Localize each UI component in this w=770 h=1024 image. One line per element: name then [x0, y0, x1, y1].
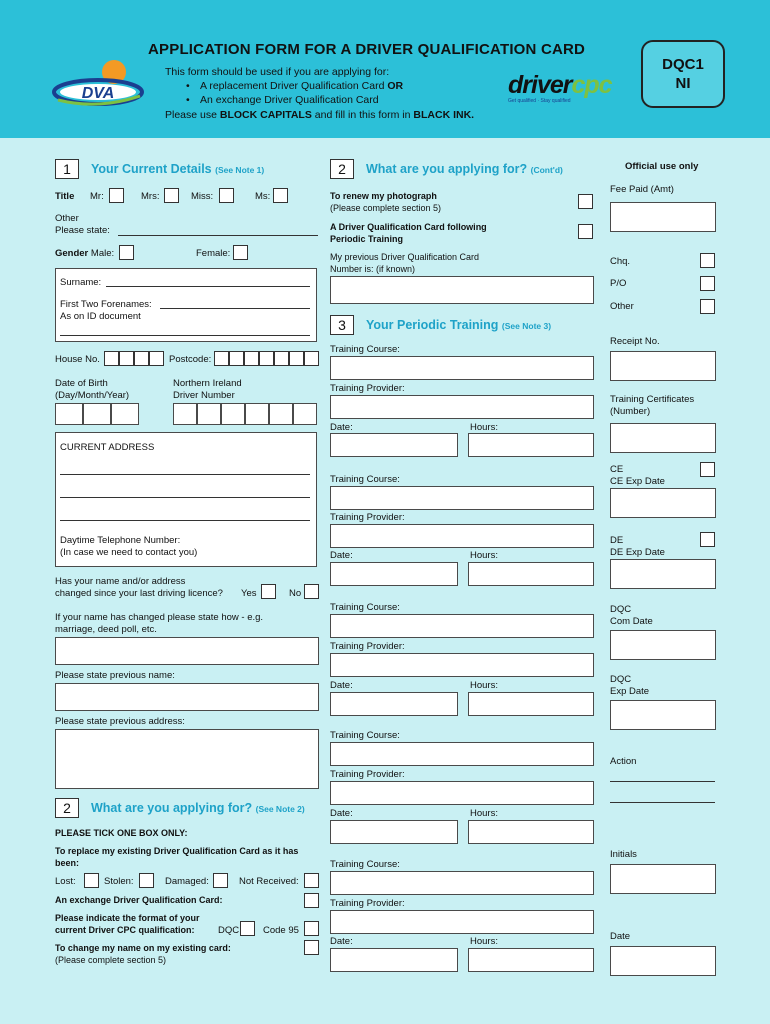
- svg-text:DVA: DVA: [81, 85, 115, 102]
- lost-checkbox[interactable]: [84, 873, 99, 888]
- section3-header: 3 Your Periodic Training (See Note 3): [330, 315, 551, 335]
- training-hours-5-input[interactable]: [468, 948, 594, 972]
- postcode-box-7[interactable]: [304, 351, 319, 366]
- postcode-box-1[interactable]: [214, 351, 229, 366]
- ni-driver-no-box-2[interactable]: [197, 403, 221, 425]
- receipt-no-input[interactable]: [610, 351, 716, 381]
- training-date-1-input[interactable]: [330, 433, 458, 457]
- official-date-input[interactable]: [610, 946, 716, 976]
- section1-header: 1 Your Current Details (See Note 1): [55, 159, 264, 179]
- training-provider-1-input[interactable]: [330, 395, 594, 419]
- other-title-line[interactable]: [118, 235, 318, 236]
- format-code95-checkbox[interactable]: [304, 921, 319, 936]
- training-date-5-input[interactable]: [330, 948, 458, 972]
- previous-card-number-input[interactable]: [330, 276, 594, 304]
- training-certificates-input[interactable]: [610, 423, 716, 453]
- section2b-header: 2 What are you applying for? (Cont'd): [330, 159, 563, 179]
- driver-cpc-logo: drivercpc Get qualified · Stay qualified: [508, 72, 632, 112]
- section2-header: 2 What are you applying for? (See Note 2): [55, 798, 305, 818]
- address-line-2[interactable]: [60, 497, 310, 498]
- change-name-checkbox[interactable]: [304, 940, 319, 955]
- postcode-box-5[interactable]: [274, 351, 289, 366]
- training-provider-5-input[interactable]: [330, 910, 594, 934]
- training-date-4-input[interactable]: [330, 820, 458, 844]
- postcode-box-4[interactable]: [259, 351, 274, 366]
- other-payment-checkbox[interactable]: [700, 299, 715, 314]
- dob-day-box[interactable]: [55, 403, 83, 425]
- de-checkbox[interactable]: [700, 532, 715, 547]
- dqc-com-date-input[interactable]: [610, 630, 716, 660]
- forenames-line-2[interactable]: [60, 335, 310, 336]
- dob-month-box[interactable]: [83, 403, 111, 425]
- postcode-box-2[interactable]: [229, 351, 244, 366]
- not-received-checkbox[interactable]: [304, 873, 319, 888]
- training-provider-4-input[interactable]: [330, 781, 594, 805]
- title-miss-checkbox[interactable]: [219, 188, 234, 203]
- chq-checkbox[interactable]: [700, 253, 715, 268]
- official-use-title: Official use only: [625, 161, 699, 172]
- bullet-replacement: • A replacement Driver Qualification Card OR: [186, 80, 404, 92]
- header-band: [0, 0, 770, 138]
- forenames-line[interactable]: [160, 308, 310, 309]
- section3-title: Your Periodic Training (See Note 3): [366, 318, 552, 332]
- section2b-title: What are you applying for? (Cont'd): [366, 162, 563, 176]
- training-course-4-input[interactable]: [330, 742, 594, 766]
- action-line-1[interactable]: [610, 781, 715, 782]
- ni-driver-no-box-5[interactable]: [269, 403, 293, 425]
- training-course-1-input[interactable]: [330, 356, 594, 380]
- ce-exp-date-input[interactable]: [610, 488, 716, 518]
- changed-yes-checkbox[interactable]: [261, 584, 276, 599]
- ni-driver-no-box-4[interactable]: [245, 403, 269, 425]
- initials-input[interactable]: [610, 864, 716, 894]
- ce-checkbox[interactable]: [700, 462, 715, 477]
- stolen-checkbox[interactable]: [139, 873, 154, 888]
- cpc-tagline: Get qualified · Stay qualified: [508, 98, 571, 104]
- ni-driver-no-box-1[interactable]: [173, 403, 197, 425]
- title-label: Title: [55, 191, 75, 202]
- title-mr-checkbox[interactable]: [109, 188, 124, 203]
- training-provider-2-input[interactable]: [330, 524, 594, 548]
- gender-male-checkbox[interactable]: [119, 245, 134, 260]
- instruction-text: Please use BLOCK CAPITALS and fill in this form in BLACK INK.: [165, 109, 475, 121]
- postcode-box-3[interactable]: [244, 351, 259, 366]
- training-hours-3-input[interactable]: [468, 692, 594, 716]
- surname-line[interactable]: [106, 286, 310, 287]
- gender-label: Gender Male:: [55, 248, 115, 259]
- training-hours-2-input[interactable]: [468, 562, 594, 586]
- changed-no-checkbox[interactable]: [304, 584, 319, 599]
- action-line-2[interactable]: [610, 802, 715, 803]
- bullet-exchange: • An exchange Driver Qualification Card: [186, 94, 379, 106]
- gender-female-checkbox[interactable]: [233, 245, 248, 260]
- house-no-box-4[interactable]: [149, 351, 164, 366]
- format-dqc-checkbox[interactable]: [240, 921, 255, 936]
- section1-title: Your Current Details (See Note 1): [91, 162, 265, 176]
- training-date-3-input[interactable]: [330, 692, 458, 716]
- training-hours-1-input[interactable]: [468, 433, 594, 457]
- name-change-reason-input[interactable]: [55, 637, 319, 665]
- training-course-2-input[interactable]: [330, 486, 594, 510]
- form-code-badge: DQC1 NI: [641, 40, 725, 108]
- form-title: APPLICATION FORM FOR A DRIVER QUALIFICATION CARD: [148, 41, 586, 58]
- title-ms-checkbox[interactable]: [273, 188, 288, 203]
- title-mrs-checkbox[interactable]: [164, 188, 179, 203]
- training-provider-3-input[interactable]: [330, 653, 594, 677]
- dva-logo: [52, 56, 148, 108]
- address-line-1[interactable]: [60, 474, 310, 475]
- dqc-exp-date-input[interactable]: [610, 700, 716, 730]
- previous-address-input[interactable]: [55, 729, 319, 789]
- house-no-box-2[interactable]: [119, 351, 134, 366]
- house-no-box-1[interactable]: [104, 351, 119, 366]
- damaged-checkbox[interactable]: [213, 873, 228, 888]
- training-course-5-input[interactable]: [330, 871, 594, 895]
- previous-name-input[interactable]: [55, 683, 319, 711]
- training-course-3-input[interactable]: [330, 614, 594, 638]
- dob-year-box[interactable]: [111, 403, 139, 425]
- intro-text: This form should be used if you are applying for:: [165, 66, 390, 78]
- house-no-box-3[interactable]: [134, 351, 149, 366]
- section2-title: What are you applying for? (See Note 2): [91, 801, 305, 815]
- training-date-2-input[interactable]: [330, 562, 458, 586]
- postcode-box-6[interactable]: [289, 351, 304, 366]
- exchange-checkbox[interactable]: [304, 893, 319, 908]
- ni-driver-no-box-3[interactable]: [221, 403, 245, 425]
- renew-photo-checkbox[interactable]: [578, 194, 593, 209]
- po-checkbox[interactable]: [700, 276, 715, 291]
- fee-paid-input[interactable]: [610, 202, 716, 232]
- ni-driver-no-box-6[interactable]: [293, 403, 317, 425]
- de-exp-date-input[interactable]: [610, 559, 716, 589]
- training-hours-4-input[interactable]: [468, 820, 594, 844]
- following-training-checkbox[interactable]: [578, 224, 593, 239]
- address-line-3[interactable]: [60, 520, 310, 521]
